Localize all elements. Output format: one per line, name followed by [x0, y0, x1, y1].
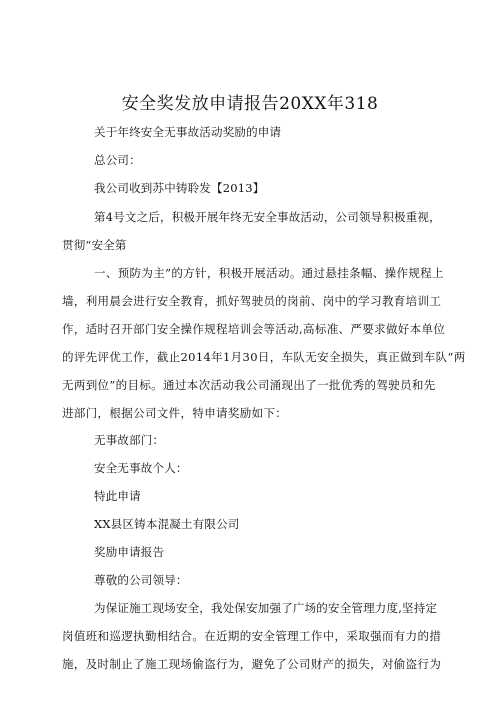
- second-salutation: 尊敬的公司领导：: [94, 573, 188, 587]
- no-accident-individuals-label: 安全无事故个人：: [94, 461, 188, 475]
- activity-line: 进部门，根据公司文件，特申请奖励如下：: [62, 406, 288, 420]
- activity-line: 一、预防为主”的方针，积极开展活动。通过悬挂条幅、操作规程上: [94, 266, 444, 280]
- paragraph-received: 我公司收到苏中铸聆发【2013】: [94, 181, 265, 195]
- salutation: 总公司：: [94, 153, 141, 167]
- activity-line: 墙，利用晨会进行安全教育，抓好驾驶员的岗前、岗中的学习教育培训工: [62, 294, 442, 308]
- company-name: XX县区铸本混凝土有限公司: [94, 517, 240, 531]
- closing-request: 特此申请: [94, 489, 141, 503]
- document-title: 安全奖发放申请报告20XX年318: [121, 94, 379, 114]
- subject-line: 关于年终安全无事故活动奖励的申请: [94, 125, 282, 139]
- security-line: 施，及时制止了施工现场偷盗行为，避免了公司财产的损失，对偷盗行为: [62, 657, 442, 671]
- activity-description-block: [62, 265, 466, 433]
- activity-line: 的评先评优工作，截止2014年1月30日，车队无安全损失，真正做到车队“两: [62, 350, 466, 364]
- security-paragraph-start: 为保证施工现场安全，我处保安加强了广场的安全管理力度,坚持定: [94, 601, 438, 615]
- activity-line: 无两到位”的目标。通过本次活动我公司涌现出了一批优秀的驾驶员和先: [62, 378, 436, 392]
- security-paragraph-block: [62, 628, 440, 684]
- second-report-title: 奖励申请报告: [94, 545, 165, 559]
- security-line: 岗值班和巡逻执勤相结合。在近期的安全管理工作中，采取强而有力的措: [62, 629, 442, 643]
- paragraph-after-document-continued: 贯彻“安全第: [62, 238, 127, 252]
- no-accident-departments-label: 无事故部门：: [94, 433, 165, 447]
- paragraph-after-document: 第4号文之后，积极开展年终无安全事故活动，公司领导积极重视，: [94, 210, 441, 224]
- activity-line: 作，适时召开部门安全操作规程培训会等活动,高标准、严要求做好本单位: [62, 322, 446, 336]
